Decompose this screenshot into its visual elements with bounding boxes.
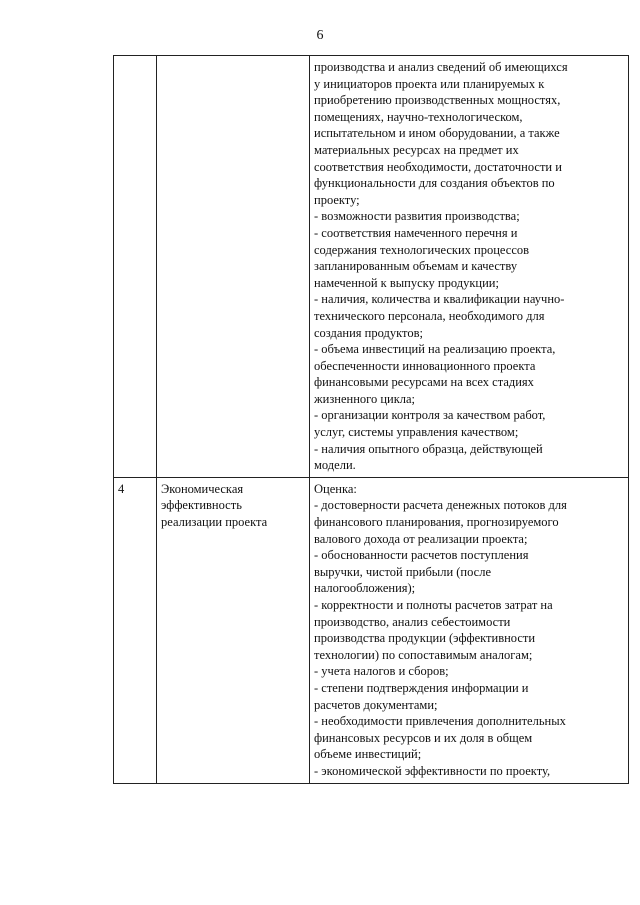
- text-line: создания продуктов;: [314, 325, 423, 340]
- text-line: расчетов документами;: [314, 697, 438, 712]
- table-row: [114, 56, 629, 478]
- row-number-cell: 4: [114, 477, 157, 783]
- text-line: - объема инвестиций на реализацию проекта,: [314, 342, 556, 357]
- text-line: финансовых ресурсов и их доля в общем: [314, 730, 533, 745]
- text-line: объеме инвестиций;: [314, 747, 422, 762]
- text-line: соответствия необходимости, достаточности и: [314, 159, 562, 174]
- text-line: - учета налогов и сборов;: [314, 664, 449, 679]
- text-line: Оценка:: [314, 481, 357, 496]
- text-line: валового дохода от реализации проекта;: [314, 531, 528, 546]
- text-line: - степени подтверждения информации и: [314, 680, 529, 695]
- text-line: у инициаторов проекта или планируемых к: [314, 76, 545, 91]
- text-line: - достоверности расчета денежных потоков для: [314, 498, 567, 513]
- text-line: производства и анализ сведений об имеющихся: [314, 60, 568, 74]
- text-line: проекту;: [314, 192, 360, 207]
- criterion-cell: [157, 56, 310, 478]
- text-line: приобретению производственных мощностях,: [314, 93, 561, 108]
- text-line: материальных ресурсах на предмет их: [314, 142, 519, 157]
- page-number: 6: [316, 28, 324, 43]
- criterion-cell: Экономическая эффективность реализации проекта: [157, 477, 310, 783]
- text-line: - наличия опытного образца, действующей: [314, 441, 543, 456]
- text-line: обеспеченности инновационного проекта: [314, 358, 536, 373]
- criteria-table: [113, 55, 629, 784]
- text-line: производство, анализ себестоимости: [314, 614, 511, 629]
- text-line: помещениях, научно-технологическом,: [314, 109, 523, 124]
- text-line: - корректности и полноты расчетов затрат на: [314, 598, 553, 612]
- text-line: финансовыми ресурсами на всех стадиях: [314, 375, 534, 390]
- text-line: модели.: [314, 458, 356, 473]
- text-line: финансового планирования, прогнозируемого: [314, 515, 559, 530]
- text-line: - организации контроля за качеством работ,: [314, 408, 546, 423]
- text-line: функциональности для создания объектов по: [314, 176, 555, 191]
- text-line: - экономической эффективности по проекту,: [314, 763, 551, 778]
- text-line: услуг, системы управления качеством;: [314, 425, 519, 440]
- text-line: технического персонала, необходимого для: [314, 308, 545, 323]
- assessment-cell: [310, 477, 629, 783]
- table-row: [114, 477, 629, 783]
- text-line: жизненного цикла;: [314, 391, 416, 406]
- text-line: налогообложения);: [314, 581, 416, 596]
- text-line: содержания технологических процессов: [314, 242, 530, 257]
- assessment-cell: [310, 56, 629, 478]
- text-line: - необходимости привлечения дополнительных: [314, 714, 566, 729]
- text-line: испытательном и ином оборудовании, а также: [314, 126, 560, 141]
- row-number-cell: [114, 56, 157, 478]
- text-line: намеченной к выпуску продукции;: [314, 275, 499, 290]
- text-line: запланированным объемам и качеству: [314, 259, 518, 274]
- text-line: - возможности развития производства;: [314, 209, 520, 224]
- text-line: технологии) по сопоставимым аналогам;: [314, 647, 533, 662]
- text-line: - наличия, количества и квалификации научно-: [314, 292, 565, 307]
- text-line: производства продукции (эффективности: [314, 631, 536, 646]
- text-line: - обоснованности расчетов поступления: [314, 548, 529, 563]
- text-line: выручки, чистой прибыли (после: [314, 564, 492, 579]
- text-line: - соответствия намеченного перечня и: [314, 225, 518, 240]
